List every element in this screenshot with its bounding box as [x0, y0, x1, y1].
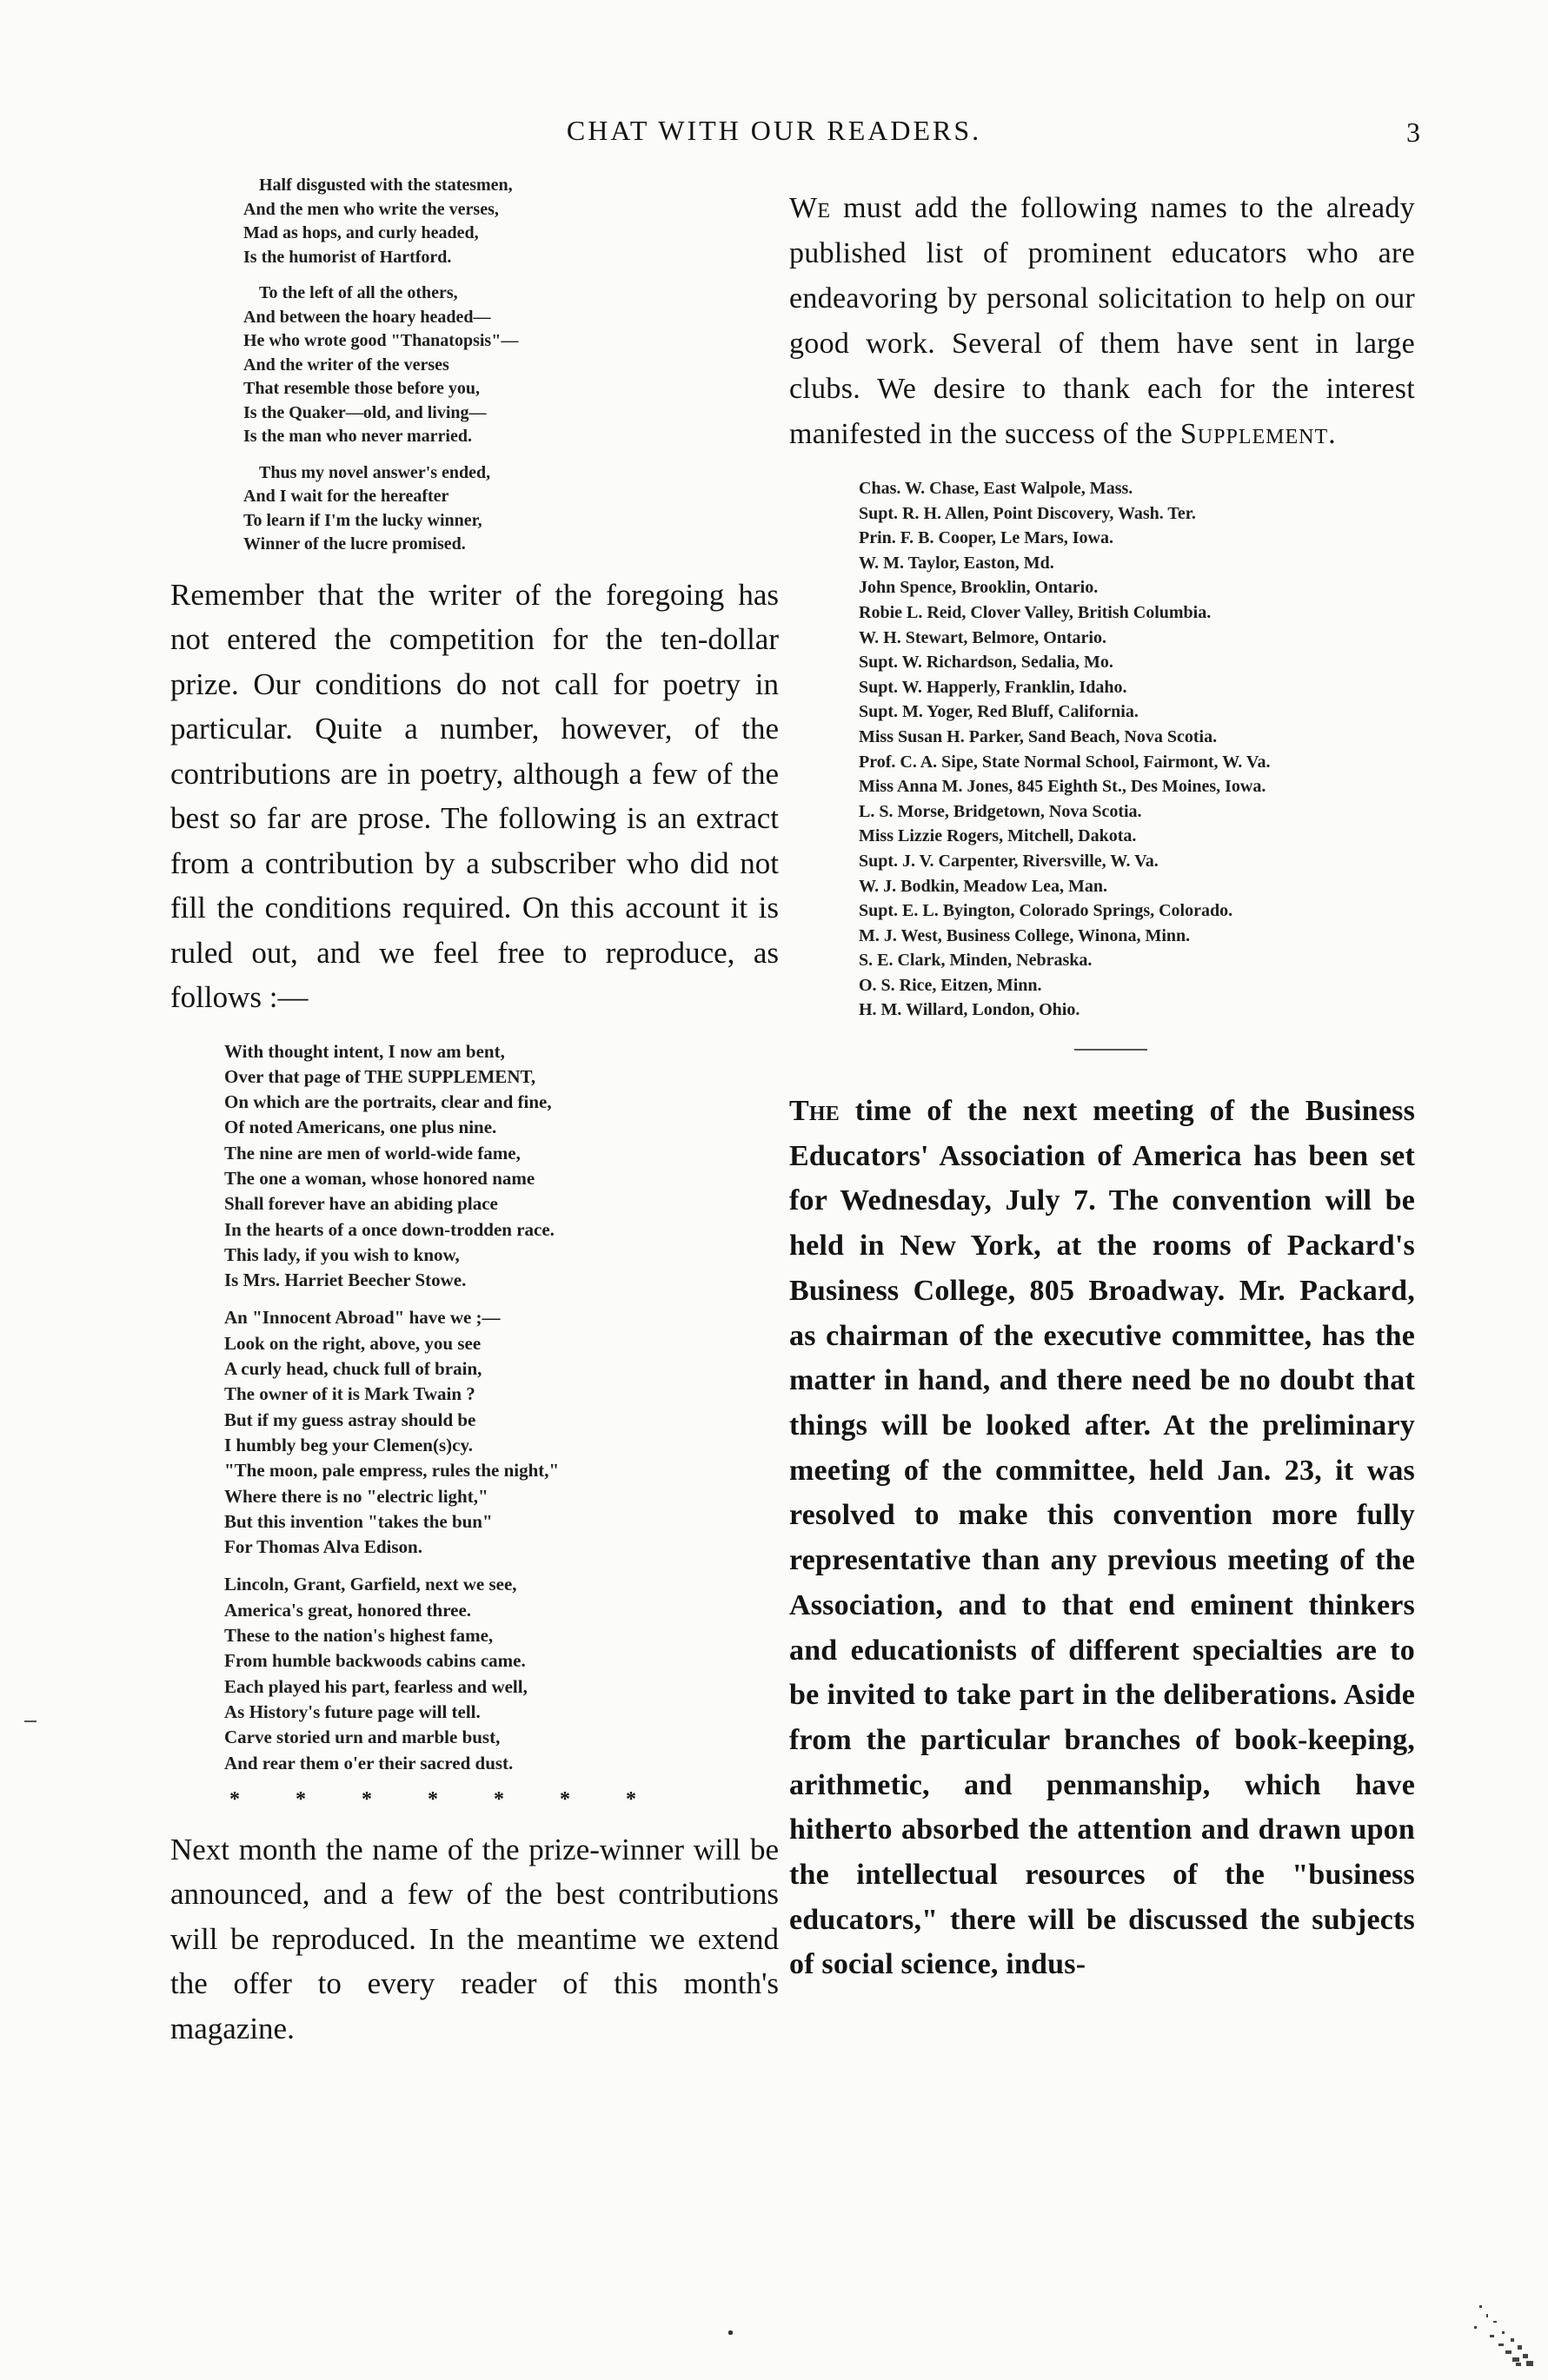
name-list-item: Prof. C. A. Sipe, State Normal School, Fairmont, W. Va.: [859, 752, 1271, 772]
name-list-item: W. J. Bodkin, Meadow Lea, Man.: [859, 876, 1107, 896]
paragraph-body: time of the next meeting of the Business Educators' Association of America has been set for Wednesday, July 7. The convention will be held in New York, at the rooms of Packard's Business College, 805 Broadway. Mr. Packard, as chairman of the executive committee, has the matter in hand, and there need be no doubt that things will be looked after. At the preliminary meeting of the committee, held Jan. 23, it was resolved to make this convention more fully representative than any previous meeting of the Association, and to that end eminent thinkers and educationists of different specialties are to be invited to take part in the deliberations. Aside from the particular branches of book-keeping, arithmetic, and penmanship, which have hitherto absorbed the attention and drawn upon the intellectual resources of the "business educators," there will be discussed the subjects of social science, indus-: [789, 1095, 1415, 1981]
verse-line: The owner of it is Mark Twain ?: [224, 1383, 475, 1405]
verse-line: Shall forever have an abiding place: [224, 1193, 498, 1215]
stanza: [224, 1039, 779, 1294]
name-list-item: Prin. F. B. Cooper, Le Mars, Iowa.: [859, 528, 1113, 548]
verse-line: Is the humorist of Hartford.: [243, 247, 452, 267]
name-list-item: M. J. West, Business College, Winona, Minn.: [859, 925, 1191, 945]
verse-line: And rear them o'er their sacred dust.: [224, 1752, 514, 1773]
verse-line: Thus my novel answer's ended,: [259, 462, 491, 482]
verse-line: Lincoln, Grant, Garfield, next we see,: [224, 1574, 517, 1595]
scan-noise-specks: [1441, 2281, 1537, 2368]
verse-line: "The moon, pale empress, rules the night,": [224, 1460, 560, 1482]
name-list-item: Chas. W. Chase, East Walpole, Mass.: [859, 479, 1133, 498]
verse-line: An "Innocent Abroad" have we ;—: [224, 1307, 501, 1329]
verse-line: The nine are men of world-wide fame,: [224, 1142, 521, 1163]
verse-line: On which are the portraits, clear and fine,: [224, 1091, 552, 1113]
name-list-item: Miss Anna M. Jones, 845 Eighth St., Des Moines, Iowa.: [859, 777, 1266, 797]
lead-word: The: [789, 1095, 840, 1128]
name-list-item: Robie L. Reid, Clover Valley, British Columbia.: [859, 602, 1212, 622]
paragraph-next-month: Next month the name of the prize-winner will be announced, and a few of the best contributions will be reproduced. In the meantime we extend the offer to every reader of this month's magazine.: [170, 1832, 779, 2045]
name-list-item: S. E. Clark, Minden, Nebraska.: [859, 951, 1093, 971]
verse-line: Half disgusted with the statesmen,: [259, 176, 513, 195]
verse-line: The one a woman, whose honored name: [224, 1167, 535, 1189]
verse-line: From humble backwoods cabins came.: [224, 1650, 526, 1672]
verse-line: America's great, honored three.: [224, 1599, 472, 1621]
verse-line: Is the man who never married.: [243, 427, 472, 446]
paragraph-body: must add the following names to the already published list of prominent educators who are endeavoring by personal solicitation to help on our good work. Several of them have sent in large clubs. We desire to thank each for the interest manifested in the success of the: [789, 192, 1415, 450]
name-list-item: John Spence, Brooklin, Ontario.: [859, 578, 1099, 598]
verse-line: Over that page of THE SUPPLEMENT,: [224, 1065, 536, 1087]
verse-line: To learn if I'm the lucky winner,: [243, 510, 482, 530]
verse-line: Where there is no "electric light,": [224, 1485, 488, 1507]
verse-line: Carve storied urn and marble bust,: [224, 1727, 501, 1748]
verse-line: A curly head, chuck full of brain,: [224, 1358, 482, 1380]
poem-top: [243, 174, 779, 557]
name-list-item: O. S. Rice, Eitzen, Minn.: [859, 975, 1042, 995]
verse-line: That resemble those before you,: [243, 379, 481, 398]
paragraph-convention: [789, 1089, 1415, 1987]
asterisk-separator: * * * * * * *: [229, 1787, 636, 1811]
verse-line: Look on the right, above, you see: [224, 1332, 482, 1354]
paragraph-names-intro: [789, 186, 1415, 457]
verse-line: This lady, if you wish to know,: [224, 1243, 460, 1265]
verse-line: Is the Quaker—old, and living—: [243, 402, 487, 422]
paragraph-remember: Remember that the writer of the foregoing has not entered the competition for the ten-dollar prize. Our conditions do not call for poetry in particular. Quite a number, however, of the contributions are in poetry, although a few of the best so far are prose. The following is an extract from a contribution by a subscriber who did not fill the conditions required. On this account it is ruled out, and we feel free to reproduce, as follows :—: [170, 577, 779, 1014]
right-column: [789, 186, 1415, 2017]
verse-line: As History's future page will tell.: [224, 1700, 481, 1722]
running-head: CHAT WITH OUR READERS.: [566, 115, 982, 146]
name-list-item: Miss Susan H. Parker, Sand Beach, Nova Scotia.: [859, 726, 1218, 746]
verse-line: But this invention "takes the bun": [224, 1510, 493, 1532]
verse-line: These to the nation's highest fame,: [224, 1625, 494, 1647]
left-column: [170, 174, 779, 2070]
verse-line: Mad as hops, and curly headed,: [243, 223, 479, 242]
educator-name-list: [859, 476, 1415, 1023]
verse-line: I humbly beg your Clemen(s)cy.: [224, 1434, 474, 1455]
verse-line: And the men who write the verses,: [243, 199, 499, 219]
name-list-item: L. S. Morse, Bridgetown, Nova Scotia.: [859, 801, 1142, 821]
verse-line: Of noted Americans, one plus nine.: [224, 1117, 497, 1138]
name-list-item: Supt. W. Happerly, Franklin, Idaho.: [859, 677, 1127, 697]
margin-mark: [24, 1720, 37, 1722]
name-list-item: H. M. Willard, London, Ohio.: [859, 1000, 1080, 1020]
name-list-item: W. H. Stewart, Belmore, Ontario.: [859, 627, 1106, 647]
verse-line: And the writer of the verses: [243, 355, 449, 375]
poem-quoted: [224, 1039, 779, 1776]
supplement-word: Supplement.: [1179, 418, 1337, 450]
stanza: [243, 282, 779, 449]
name-list-item: Supt. M. Yoger, Red Bluff, California.: [859, 702, 1139, 722]
verse-line: Winner of the lucre promised.: [243, 534, 466, 554]
name-list-item: W. M. Taylor, Easton, Md.: [859, 553, 1054, 573]
name-list-item: Miss Lizzie Rogers, Mitchell, Dakota.: [859, 826, 1137, 846]
verse-line: And between the hoary headed—: [243, 307, 491, 327]
verse-line: And I wait for the hereafter: [243, 487, 449, 506]
section-divider: [1074, 1049, 1147, 1051]
verse-line: He who wrote good "Thanatopsis"—: [243, 331, 519, 350]
verse-line: Is Mrs. Harriet Beecher Stowe.: [224, 1270, 467, 1291]
stanza: [243, 174, 779, 269]
verse-line: But if my guess astray should be: [224, 1409, 476, 1430]
stanza: [224, 1305, 779, 1560]
verse-line: In the hearts of a once down-trodden race.: [224, 1218, 555, 1240]
verse-line: Each played his part, fearless and well,: [224, 1675, 528, 1697]
name-list-item: Supt. W. Richardson, Sedalia, Mo.: [859, 653, 1113, 673]
verse-line: For Thomas Alva Edison.: [224, 1536, 422, 1558]
stanza: [224, 1572, 779, 1775]
lead-word: We: [789, 192, 831, 224]
name-list-item: Supt. R. H. Allen, Point Discovery, Wash. Ter.: [859, 503, 1196, 523]
page-number: 3: [1406, 116, 1420, 148]
stanza: [243, 461, 779, 557]
ink-speck: [728, 2330, 733, 2335]
verse-line: To the left of all the others,: [259, 283, 458, 302]
verse-line: With thought intent, I now am bent,: [224, 1040, 505, 1062]
name-list-item: Supt. J. V. Carpenter, Riversville, W. Va.: [859, 851, 1159, 871]
name-list-item: Supt. E. L. Byington, Colorado Springs, Colorado.: [859, 901, 1233, 921]
